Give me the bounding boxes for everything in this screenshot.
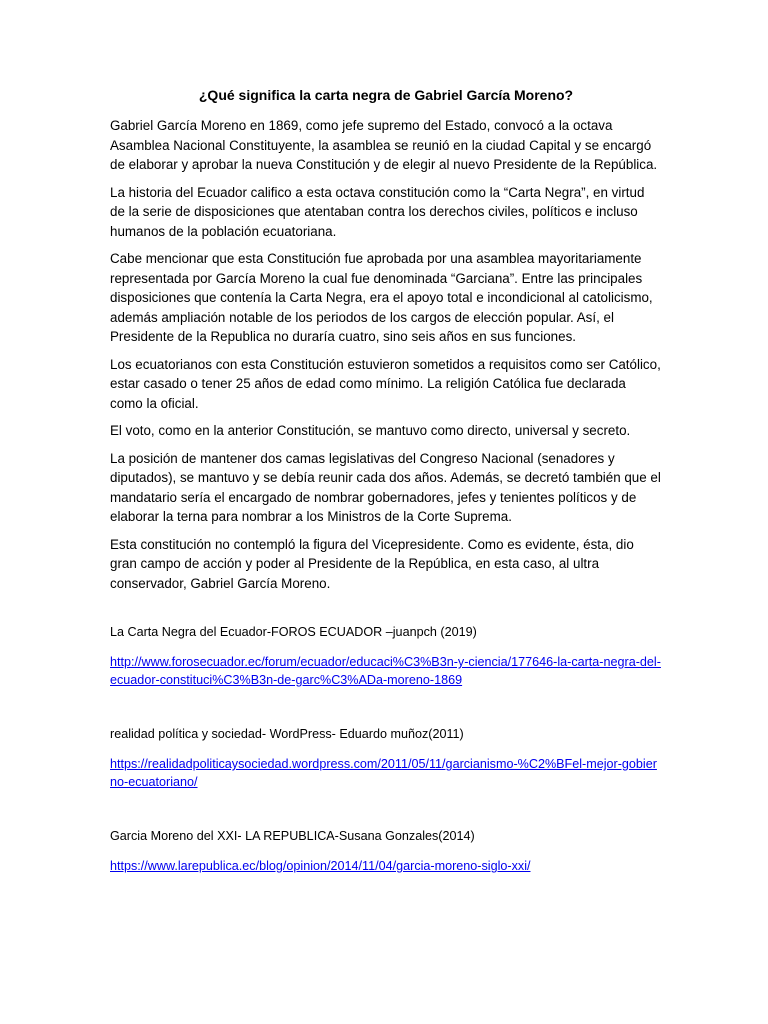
reference-link-3[interactable]: https://www.larepublica.ec/blog/opinion/2014/11/04/garcia-moreno-siglo-xxi/ <box>110 859 531 873</box>
reference-title-2: realidad política y sociedad- WordPress- Eduardo muñoz(2011) <box>110 727 464 741</box>
paragraph-3: Cabe mencionar que esta Constitución fue aprobada por una asamblea mayoritariamente representada por García Moreno la cual fue denominada “Garciana”. Entre las principales disposiciones que contenía la Carta Negra, era el apoyo total e incondicional al catolicismo, además ampliación notable de los periodos de los cargos de elección popular. Así, el Presidente de la Republica no duraría cuatro, sino seis años en sus funciones. <box>110 251 653 344</box>
document-title: ¿Qué significa la carta negra de Gabriel García Moreno? <box>198 87 574 103</box>
paragraph-2: La historia del Ecuador califico a esta octava constitución como la “Carta Negra”, en virtud de la serie de disposiciones que atentaban contra los derechos civiles, políticos e incluso humanos de la población ecuatoriana. <box>110 184 645 239</box>
reference-title-3: Garcia Moreno del XXI- LA REPUBLICA-Susana Gonzales(2014) <box>110 829 475 843</box>
section-spacer <box>110 601 662 623</box>
paragraph-7: Esta constitución no contempló la figura del Vicepresidente. Como es evidente, ésta, dio gran campo de acción y poder al Presidente de la República, en esta caso, al ultra conservador, Gabriel García Moreno. <box>110 536 634 591</box>
references-section <box>110 623 662 875</box>
paragraph-6: La posición de mantener dos camas legislativas del Congreso Nacional (senadores y diputados), se mantuvo y se debía reunir cada dos años. Además, se decretó también que el mandatario sería el encargado de nombrar gobernadores, jefes y tenientes políticos y de elaborar la terna para nombrar a los Ministros de la Corte Suprema. <box>110 450 661 524</box>
paragraph-5: El voto, como en la anterior Constitución, se mantuvo como directo, universal y secreto. <box>110 423 631 438</box>
paragraph-4: Los ecuatorianos con esta Constitución estuvieron sometidos a requisitos como ser Católico, estar casado o tener 25 años de edad como mínimo. La religión Católica fue declarada como la oficial. <box>110 356 661 411</box>
reference-link-2[interactable]: https://realidadpoliticaysociedad.wordpress.com/2011/05/11/garcianismo-%C2%BFel-mejor-gobierno-ecuatoriano/ <box>110 757 657 789</box>
reference-title-1: La Carta Negra del Ecuador-FOROS ECUADOR –juanpch (2019) <box>110 625 477 639</box>
reference-link-1[interactable]: http://www.forosecuador.ec/forum/ecuador/educaci%C3%B3n-y-ciencia/177646-la-carta-negra-del-ecuador-constituci%C3%B3n-de-garc%C3%ADa-moreno-1869 <box>110 655 661 687</box>
paragraph-1: Gabriel García Moreno en 1869, como jefe supremo del Estado, convocó a la octava Asamblea Nacional Constituyente, la asamblea se reunió en la ciudad Capital y se encargó de elaborar y aprobar la nueva Constitución y de elegir al nuevo Presidente de la República. <box>110 118 658 172</box>
document-page <box>110 84 662 911</box>
